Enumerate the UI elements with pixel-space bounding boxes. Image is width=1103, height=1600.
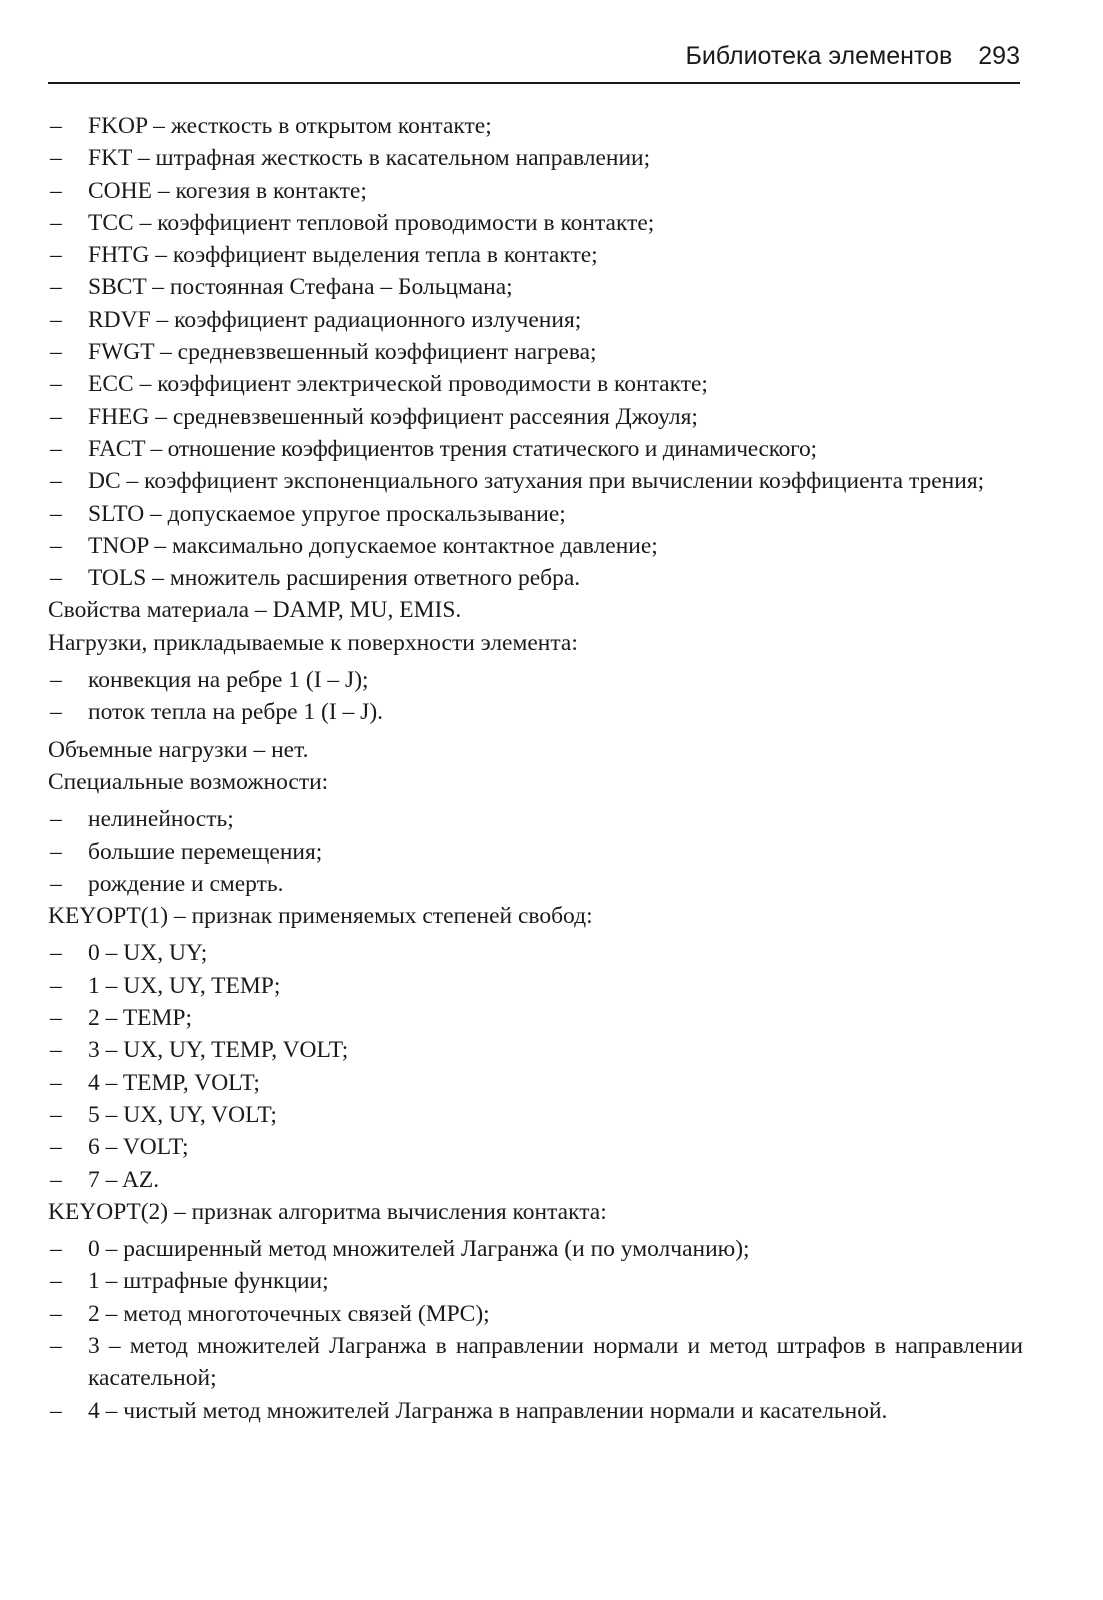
- list-item-text: FWGT – средневзвешенный коэффициент нагрева;: [88, 339, 597, 366]
- bullet-dash: –: [50, 1166, 62, 1193]
- bullet-dash: –: [50, 403, 62, 430]
- list-item-text: 5 – UX, UY, VOLT;: [88, 1101, 277, 1128]
- list-item: [48, 271, 1023, 303]
- list-item: [48, 1233, 1023, 1265]
- contact-params-list: [48, 110, 1023, 594]
- bullet-dash: –: [50, 972, 62, 999]
- list-item: [48, 1034, 1023, 1066]
- bullet-dash: –: [50, 1397, 62, 1424]
- bullet-dash: –: [50, 145, 62, 172]
- list-item: [48, 1164, 1023, 1196]
- page-number: 293: [978, 42, 1020, 70]
- list-item-text: SBCT – постоянная Стефана – Больцмана;: [88, 274, 513, 301]
- list-item: [48, 530, 1023, 562]
- list-item-text: 0 – расширенный метод множителей Лагранжа (и по умолчанию);: [88, 1236, 750, 1263]
- list-item: [48, 239, 1023, 271]
- list-item: [48, 1265, 1023, 1297]
- list-item-text: 4 – чистый метод множителей Лагранжа в направлении нормали и касательной.: [88, 1397, 888, 1424]
- bullet-dash: –: [50, 177, 62, 204]
- list-item-text: 2 – TEMP;: [88, 1005, 193, 1032]
- list-item: [48, 1298, 1023, 1330]
- keyopt2-heading: KEYOPT(2) – признак алгоритма вычисления контакта:: [48, 1198, 607, 1225]
- list-item: [48, 498, 1023, 530]
- list-item-text: 6 – VOLT;: [88, 1134, 189, 1161]
- list-item: [48, 110, 1023, 142]
- list-item: [48, 433, 1023, 465]
- list-item-text: DC – коэффициент экспоненциального затухания при вычислении коэффициента трения;: [88, 468, 985, 495]
- list-item-text: ECC – коэффициент электрической проводимости в контакте;: [88, 371, 708, 398]
- list-item-text: поток тепла на ребре 1 (I – J).: [88, 699, 384, 726]
- list-item: [48, 368, 1023, 400]
- bullet-dash: –: [50, 1300, 62, 1327]
- bullet-dash: –: [50, 113, 62, 139]
- list-item: [48, 1330, 1023, 1395]
- list-item: [48, 142, 1023, 174]
- list-item: [48, 401, 1023, 433]
- list-item-text: 1 – UX, UY, TEMP;: [88, 972, 281, 999]
- bullet-dash: –: [50, 699, 62, 726]
- list-item: [48, 207, 1023, 239]
- list-item: [48, 1002, 1023, 1034]
- bullet-dash: –: [50, 1005, 62, 1032]
- list-item: [48, 562, 1023, 594]
- running-title: Библиотека элементов: [685, 42, 953, 70]
- bullet-dash: –: [50, 1037, 62, 1064]
- bullet-dash: –: [50, 435, 62, 462]
- body-loads: Объемные нагрузки – нет.: [48, 736, 309, 763]
- list-item-text: конвекция на ребре 1 (I – J);: [88, 667, 369, 694]
- list-item-text: FKT – штрафная жесткость в касательном направлении;: [88, 145, 651, 172]
- list-item-text: TOLS – множитель расширения ответного ребра.: [88, 565, 581, 592]
- bullet-dash: –: [50, 274, 62, 301]
- surface-loads-heading: Нагрузки, прикладываемые к поверхности элемента:: [48, 629, 578, 656]
- bullet-dash: –: [50, 532, 62, 559]
- bullet-dash: –: [50, 209, 62, 236]
- bullet-dash: –: [50, 565, 62, 592]
- list-item-text: 3 – UX, UY, TEMP, VOLT;: [88, 1037, 349, 1064]
- list-item-text: RDVF – коэффициент радиационного излучения;: [88, 306, 582, 333]
- list-item: [48, 696, 1023, 728]
- list-item: [48, 868, 1023, 900]
- surface-loads-list: [48, 664, 1023, 729]
- list-item-text: 1 – штрафные функции;: [88, 1268, 329, 1295]
- bullet-dash: –: [50, 870, 62, 897]
- material-properties: Свойства материала – DAMP, MU, EMIS.: [48, 597, 462, 624]
- list-item-text: 7 – AZ.: [88, 1166, 160, 1193]
- keyopt1-list: [48, 937, 1023, 1195]
- list-item-text: большие перемещения;: [88, 838, 323, 865]
- special-features-list: [48, 803, 1023, 900]
- special-features-heading: Специальные возможности:: [48, 768, 329, 795]
- bullet-dash: –: [50, 1268, 62, 1295]
- bullet-dash: –: [50, 468, 62, 495]
- bullet-dash: –: [50, 1069, 62, 1096]
- bullet-dash: –: [50, 667, 62, 694]
- list-item-text: нелинейность;: [88, 806, 234, 833]
- list-item: [48, 970, 1023, 1002]
- bullet-dash: –: [50, 806, 62, 833]
- bullet-dash: –: [50, 1101, 62, 1128]
- list-item: [48, 937, 1023, 969]
- list-item-text: FKOP – жесткость в открытом контакте;: [88, 113, 492, 139]
- bullet-dash: –: [50, 371, 62, 398]
- list-item-text: COHE – когезия в контакте;: [88, 177, 367, 204]
- list-item: [48, 175, 1023, 207]
- list-item: [48, 1099, 1023, 1131]
- keyopt2-list: [48, 1233, 1023, 1427]
- list-item-text: рождение и смерть.: [88, 870, 284, 897]
- list-item-text: FHTG – коэффициент выделения тепла в контакте;: [88, 242, 598, 269]
- list-item: [48, 803, 1023, 835]
- list-item-text: FACT – отношение коэффициентов трения статического и динамического;: [88, 435, 817, 462]
- page-body: [48, 110, 1023, 1427]
- list-item: [48, 465, 1023, 497]
- list-item-text: 0 – UX, UY;: [88, 940, 208, 967]
- bullet-dash: –: [50, 242, 62, 269]
- list-item: [48, 836, 1023, 868]
- bullet-dash: –: [50, 940, 62, 967]
- list-item: [48, 664, 1023, 696]
- list-item: [48, 1067, 1023, 1099]
- bullet-dash: –: [50, 1134, 62, 1161]
- bullet-dash: –: [50, 500, 62, 527]
- bullet-dash: –: [50, 1332, 62, 1359]
- list-item-text: FHEG – средневзвешенный коэффициент рассеяния Джоуля;: [88, 403, 698, 430]
- list-item-text: 2 – метод многоточечных связей (MPC);: [88, 1300, 490, 1327]
- list-item-text: 3 – метод множителей Лагранжа в направлении нормали и метод штрафов в направлении касательной;: [88, 1332, 1023, 1392]
- list-item-text: SLTO – допускаемое упругое проскальзывание;: [88, 500, 566, 527]
- page-header: [48, 40, 1020, 84]
- list-item: [48, 1131, 1023, 1163]
- list-item: [48, 304, 1023, 336]
- bullet-dash: –: [50, 1236, 62, 1263]
- list-item-text: 4 – TEMP, VOLT;: [88, 1069, 260, 1096]
- keyopt1-heading: KEYOPT(1) – признак применяемых степеней свобод:: [48, 903, 593, 930]
- bullet-dash: –: [50, 339, 62, 366]
- bullet-dash: –: [50, 838, 62, 865]
- bullet-dash: –: [50, 306, 62, 333]
- list-item-text: TCC – коэффициент тепловой проводимости в контакте;: [88, 209, 655, 236]
- list-item-text: TNOP – максимально допускаемое контактное давление;: [88, 532, 658, 559]
- list-item: [48, 336, 1023, 368]
- list-item: [48, 1395, 1023, 1427]
